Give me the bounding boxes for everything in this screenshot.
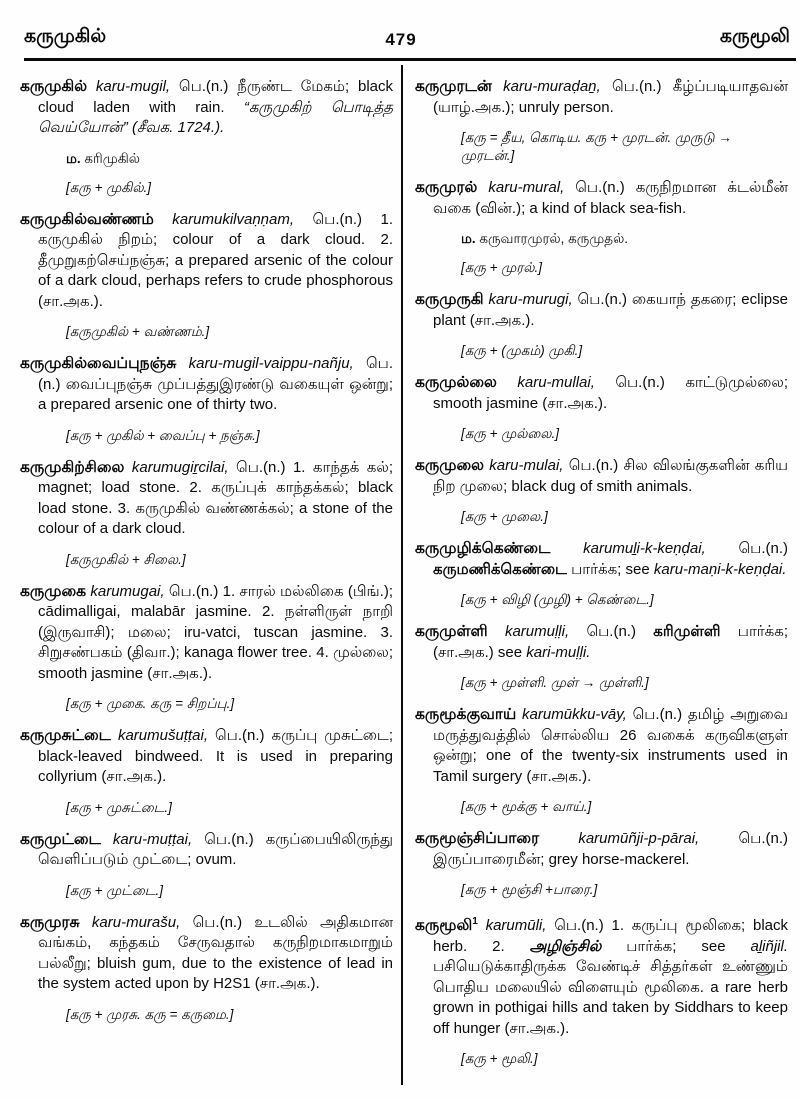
entry-headword: கருமுலை bbox=[415, 457, 485, 474]
right-column bbox=[403, 63, 790, 1085]
dictionary-entry bbox=[20, 913, 393, 995]
entry-transliteration: karumugiṟcilai, bbox=[131, 458, 229, 476]
entry-text-segment: பெ.(n.) வைப்புநஞ்சு முப்பத்துஇரண்டு வகையுள் ஒன்று; a prepared arsenic one of thirty two. bbox=[38, 355, 393, 413]
dictionary-entry bbox=[415, 77, 788, 118]
entry-etymology: [கரு + (முகம்) முகி.] bbox=[461, 343, 583, 358]
entry-headword: கருமுசுட்டை bbox=[20, 727, 111, 744]
entry-etymology: [கரு + முள்ளி. முள் → முள்ளி.] bbox=[461, 675, 649, 690]
entry-etymology: [கரு + மூஞ்சி +பாரை.] bbox=[461, 882, 598, 897]
entry-etymology: [கரு + முலை.] bbox=[461, 509, 548, 524]
entry-transliteration: karumušuṭṭai, bbox=[117, 727, 208, 744]
entry-transliteration: karumūkku-vāy, bbox=[522, 706, 627, 723]
entry-headword: கருமுள்ளி bbox=[415, 623, 488, 640]
dictionary-entry bbox=[415, 912, 788, 1039]
entry-text-segment: பெ.(n.) உடலில் அதிகமான வங்கம், கந்தகம் சேருவதால் கருநிறமாகமாறும் பல்லீறு; bluish gum, due to the existence of lead in the system acted upon by H2S1 (சா.அக.). bbox=[38, 913, 393, 992]
dictionary-entry bbox=[20, 354, 393, 416]
dictionary-entry bbox=[20, 210, 393, 313]
entry-text-segment: karu-maṇi-k-keṇḍai. bbox=[653, 560, 787, 578]
entry-transliteration: karu-mural, bbox=[488, 179, 565, 196]
entry-text-segment: பெ.(n.) bbox=[569, 623, 654, 640]
entry-transliteration: karu-mugil, bbox=[95, 78, 171, 95]
note-language-abbr: ம. bbox=[66, 150, 81, 166]
entry-etymology: [கருமுகில் + வண்ணம்.] bbox=[66, 324, 210, 339]
entry-etymology: [கரு = தீய, கொடிய. கரு + முரடன். முருடு → முரடன்.] bbox=[461, 130, 732, 163]
entry-text-segment: பசியெடுக்காதிருக்க வேண்டிச் சித்தர்கள் உண்ணும் பொதிய மலையில் விளையும் மூலிகை. a rare herb grown in pothigai hills and taken by Siddhars to keep off hunger (சா.அக.). bbox=[433, 958, 788, 1037]
entry-headword: கருமூக்குவாய் bbox=[415, 706, 517, 723]
entry-transliteration: karu-mugil-vaippu-nañju, bbox=[188, 355, 354, 372]
entry-text-segment: பெ.(n.) கருப்பையிலிருந்து வெளிப்படும் முட்டை; ovum. bbox=[38, 830, 393, 868]
entry-text-segment: அழிஞ்சில் bbox=[529, 937, 602, 955]
entry-text-segment: பெ.(n.) 1. காந்தக் கல்; magnet; load stone. 2. கருப்புக் காந்தக்கல்; black load stone. 3. கருமுகில் வண்ணக்கல்; a stone of the colour of a dark cloud. bbox=[38, 458, 393, 537]
entry-text-segment: பார்க்க; (சா.அக.) see bbox=[433, 623, 788, 661]
two-column-body bbox=[0, 61, 800, 1085]
entry-text-segment: பெ.(n.) கருநிறமான க்டல்மீன் வகை (வின்.); a kind of black sea-fish. bbox=[433, 179, 789, 217]
page-number: 479 bbox=[385, 30, 417, 49]
entry-headword: கருமூஞ்சிப்பாரை bbox=[415, 830, 540, 847]
entry-etymology: [கருமுகில் + சிலை.] bbox=[66, 551, 186, 567]
dictionary-entry bbox=[20, 830, 393, 871]
dictionary-entry bbox=[415, 829, 788, 870]
entry-text-segment: kari-muḷḷi. bbox=[526, 643, 591, 661]
entry-transliteration: karu-mullai, bbox=[517, 374, 595, 391]
entry-transliteration: karumūli, bbox=[485, 917, 547, 935]
entry-text-segment: பெ.(n.) நீருண்ட மேகம்; black cloud laden with rain. bbox=[38, 78, 393, 116]
entry-headword: கருமூலி$^1$ bbox=[415, 916, 478, 935]
page-header bbox=[0, 0, 800, 58]
entry-etymology: [கரு + மூலி.] bbox=[461, 1051, 538, 1067]
entry-text-segment: கருமணிக்கெண்டை bbox=[433, 560, 567, 578]
entry-etymology: [கரு + விழி (முழி) + கெண்டை.] bbox=[461, 592, 654, 607]
entry-text-segment: பெ.(n.) தமிழ் அறுவை மருத்துவத்தில் சொல்லிய 26 வகைக் கருவிகளுள் ஒன்று; one of the twenty-six instruments used in Tamil surgery (சா.அக.). bbox=[433, 706, 789, 785]
entry-etymology: [கரு + முல்லை.] bbox=[461, 426, 559, 441]
dictionary-entry bbox=[20, 77, 393, 139]
entry-text-segment: பெ.(n.) கருப்பு முசுட்டை; black-leaved bindweed. It is used in preparing collyrium (சா.அக.). bbox=[38, 727, 393, 785]
entry-transliteration: karumugai, bbox=[90, 582, 165, 600]
entry-text-segment: “கருமுகிற் பொடித்த வெய்யோன்” (சீவக. 1724.). bbox=[38, 98, 393, 136]
dictionary-entry bbox=[415, 290, 788, 331]
entry-transliteration: karu-muraḍaṉ, bbox=[503, 78, 601, 95]
entry-text-segment: பெ.(n.) இருப்பாரைமீன்; grey horse-mackerel. bbox=[433, 830, 788, 868]
entry-etymology: [கரு + முகில் + வைப்பு + நஞ்சு.] bbox=[66, 427, 260, 443]
entry-text-segment: பெ.(n.) கையாந் தகரை; eclipse plant (சா.அக.). bbox=[433, 291, 788, 329]
entry-etymology: [கரு + முகில்.] bbox=[66, 179, 152, 195]
entry-text-segment: aḻiñjil. bbox=[750, 937, 788, 955]
entry-text-segment: பார்க்க; see bbox=[566, 560, 654, 578]
dictionary-entry bbox=[415, 539, 788, 580]
entry-headword: கருமுரடன் bbox=[415, 78, 492, 95]
entry-headword: கருமுல்லை bbox=[415, 374, 497, 391]
entry-headword: கருமுருகி bbox=[415, 291, 484, 308]
left-column bbox=[20, 63, 401, 1085]
entry-headword: கருமுகில்வைப்புநஞ்சு bbox=[20, 355, 177, 372]
entry-transliteration: karu-mulai, bbox=[489, 457, 564, 474]
dictionary-entry bbox=[415, 373, 788, 414]
entry-etymology: [கரு + முசுட்டை.] bbox=[66, 799, 172, 815]
guide-word-left: கருமுகில் bbox=[24, 26, 107, 47]
headword-superscript: 1 bbox=[472, 916, 478, 927]
dictionary-entry bbox=[415, 456, 788, 497]
entry-headword: கருமுகில்வண்ணம் bbox=[20, 210, 154, 228]
entry-text-segment: பெ.(n.) கீழ்ப்படியாதவன் (யாழ்.அக.); unruly person. bbox=[433, 78, 789, 116]
entry-text-segment: பார்க்க; see bbox=[601, 937, 751, 955]
entry-transliteration: karumuḻi-k-keṇḍai, bbox=[583, 540, 706, 557]
entry-transliteration: karu-murugi, bbox=[488, 291, 573, 308]
entry-transliteration: karumukilvaṇṇam, bbox=[172, 210, 295, 228]
entry-headword: கருமுழிக்கெண்டை bbox=[415, 540, 551, 557]
entry-etymology: [கரு + முரல்.] bbox=[461, 260, 542, 275]
entry-headword: கருமுகிற்சிலை bbox=[20, 458, 125, 476]
entry-etymology: [கரு + முகை. கரு = சிறப்பு.] bbox=[66, 696, 235, 711]
note-language-abbr: ம. bbox=[461, 231, 476, 246]
entry-text-segment: பெ.(n.) bbox=[705, 540, 789, 557]
dictionary-entry bbox=[20, 582, 393, 685]
entry-text-segment: பெ.(n.) 1. சாரல் மல்லிகை (பிங்.); cādimalligai, malabār jasmine. 2. நள்ளிருள் நாறி (இருவாசி); மலை; iru-vatci, tuscan jasmine. 3. சிறுசண்பகம் (திவா.); kanaga flower tree. 4. முல்லை; smooth jasmine (சா.அக.). bbox=[38, 582, 393, 682]
entry-headword: கருமுகில் bbox=[20, 78, 88, 95]
entry-language-note: ம. கரிமுகில் bbox=[66, 150, 140, 166]
guide-word-right: கருமூலி bbox=[719, 26, 790, 47]
dictionary-entry bbox=[415, 705, 788, 787]
entry-headword: கருமுகை bbox=[20, 582, 87, 600]
entry-headword: கருமுட்டை bbox=[20, 830, 101, 848]
entry-text-segment: கரிமுள்ளி bbox=[653, 623, 721, 640]
entry-language-note: ம. கருவாரமுரல், கருமுதல். bbox=[461, 231, 629, 246]
entry-headword: கருமுரல் bbox=[415, 179, 478, 196]
entry-transliteration: karumūñji-p-pārai, bbox=[578, 830, 700, 847]
entry-text-segment: பெ.(n.) சில விலங்குகளின் கரிய நிற முலை; black dug of smith animals. bbox=[433, 457, 789, 495]
entry-etymology: [கரு + மூக்கு + வாய்.] bbox=[461, 799, 592, 814]
entry-headword: கருமுரசு bbox=[20, 913, 80, 931]
entry-text-segment: பெ.(n.) 1. கருமுகில் நிறம்; colour of a dark cloud. 2. தீமுறுகற்செய்நஞ்சு; a prepared arsenic of the colour of a dark cloud, perhaps refers to crude phosphorous (சா.அக.). bbox=[38, 210, 393, 310]
dictionary-entry bbox=[415, 622, 788, 663]
entry-etymology: [கரு + முரசு. கரு = கருமை.] bbox=[66, 1006, 234, 1022]
dictionary-entry bbox=[415, 178, 788, 219]
entry-text-segment: பெ.(n.) 1. கருப்பு மூலிகை; black herb. 2. bbox=[433, 917, 788, 955]
entry-transliteration: karu-muṭṭai, bbox=[112, 830, 193, 848]
entry-text-segment: பெ.(n.) காட்டுமுல்லை; smooth jasmine (சா.அக.). bbox=[433, 374, 788, 412]
dictionary-entry bbox=[20, 726, 393, 788]
dictionary-entry bbox=[20, 458, 393, 540]
entry-etymology: [கரு + முட்டை.] bbox=[66, 882, 164, 898]
entry-transliteration: karumuḷḷi, bbox=[504, 623, 570, 640]
entry-transliteration: karu-murašu, bbox=[91, 913, 181, 931]
